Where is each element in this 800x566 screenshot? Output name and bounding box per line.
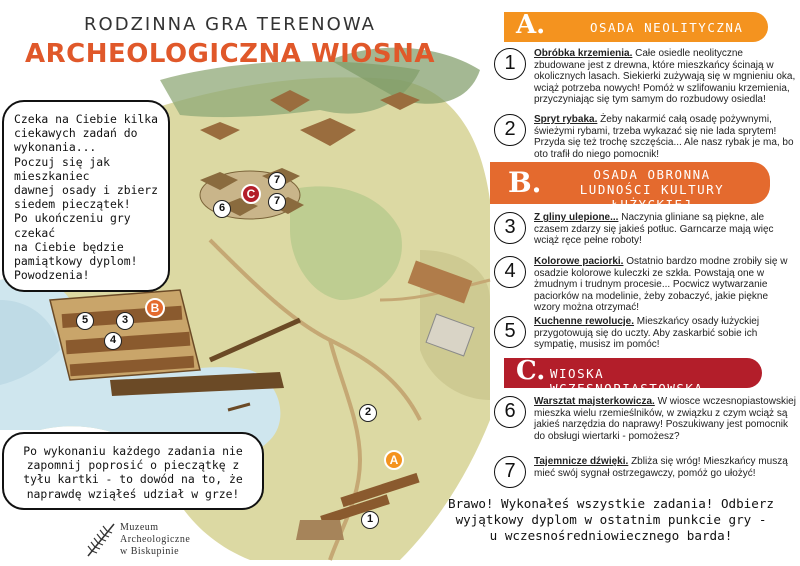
page-title: ARCHEOLOGICZNA WIOSNA xyxy=(24,39,436,69)
task-number: 5 xyxy=(494,316,526,348)
task-4 xyxy=(494,256,794,312)
logo-line-1: Muzeum xyxy=(120,522,159,533)
logo-line-2: Archeologiczne xyxy=(120,534,191,545)
task-title: Warsztat majsterkowicza. xyxy=(534,396,655,407)
task-text xyxy=(534,212,796,247)
section-c-header xyxy=(504,356,762,396)
intro-line: Czeka na Ciebie kilka xyxy=(14,112,159,126)
section-a-letter: A. xyxy=(516,10,546,40)
museum-logo xyxy=(84,518,224,562)
task-title: Kuchenne rewolucje. xyxy=(534,316,635,327)
task-body: W wiosce wczesnopiastowskiej mieszka wielu rzemieślników, w związku z czym wciąż są jakieś narzędzia do naprawy! Poszukiwany jest pomocnik do obsługi wiertarki - pomożesz? xyxy=(534,396,796,442)
task-number: 4 xyxy=(494,256,526,288)
intro-line: dawnej osady i zbierz xyxy=(14,183,159,198)
intro-line: wykonania... xyxy=(14,140,97,155)
intro-line: siedem pieczątek! xyxy=(14,197,131,212)
intro-line: ciekawych zadań do xyxy=(14,126,138,141)
task-panel xyxy=(488,0,800,566)
task-body: Naczynia gliniane są piękne, ale czasem zdarzy się jakieś potłuc. Garncarze mają więc wciąż ręce pełne roboty! xyxy=(534,212,774,247)
intro-closing: Powodzenia! xyxy=(14,268,90,283)
section-b-label-line-1: OSADA OBRONNA xyxy=(593,167,711,182)
stamp-reminder-bubble: Po wykonaniu każdego zadania nie zapomnij poprosić o pieczątkę z tyłu kartki - to dowód na to, że naprawdę wziąłeś udział w grze! xyxy=(2,432,264,510)
marker-1: 1 xyxy=(361,511,379,529)
task-body: Mieszkańcy osady łużyckiej przygotowują się do uczty. Aby zaskarbić sobie ich sympatię, musisz im pomóc! xyxy=(534,316,760,351)
marker-a: A xyxy=(384,450,404,470)
section-b-letter: B. xyxy=(508,166,542,199)
task-title: Spryt rybaka. xyxy=(534,114,598,125)
task-3 xyxy=(494,212,794,252)
task-text xyxy=(534,396,796,442)
task-title: Z gliny ulepione... xyxy=(534,212,619,223)
section-c-letter: C. xyxy=(516,356,546,386)
task-number: 3 xyxy=(494,212,526,244)
task-number: 1 xyxy=(494,48,526,80)
finale-line-3: u wczesnośredniowiecznego barda! xyxy=(489,528,733,543)
finale-line-1: Brawo! Wykonałeś wszystkie zadania! Odbierz xyxy=(447,496,775,511)
task-text xyxy=(534,256,796,314)
task-2 xyxy=(494,114,794,160)
task-text xyxy=(534,456,796,479)
task-title: Tajemnicze dźwięki. xyxy=(534,456,629,467)
task-number: 2 xyxy=(494,114,526,146)
intro-line: Poczuj się jak mieszkaniec xyxy=(14,154,111,183)
marker-3: 3 xyxy=(116,312,134,330)
task-body: Ostatnio bardzo modne zrobiły się w osadzie kolorowe kuleczki ze szkła. Powstają one w żmudnym i trudnym procesie... Pocwicz wytwarzanie paciorków na modelinie, żeby zobaczyć, jakie piękne wzory można otrzymać! xyxy=(534,256,788,314)
task-text xyxy=(534,316,796,351)
marker-c: C xyxy=(241,184,261,204)
task-body: Zbliża się wróg! Mieszkańcy muszą mieć swój sygnał ostrzegawczy, pomóż go ułożyć! xyxy=(534,456,788,479)
logo-line-3: w Biskupinie xyxy=(120,546,180,557)
task-title: Obróbka krzemienia. xyxy=(534,48,633,59)
intro-line: Po ukończeniu gry czekać xyxy=(14,211,131,240)
marker-6: 6 xyxy=(213,200,231,218)
marker-4: 4 xyxy=(104,332,122,350)
task-text xyxy=(534,48,796,106)
marker-5: 5 xyxy=(76,312,94,330)
section-c-label: WIOSKA WCZESNOPIASTOWSKA xyxy=(550,366,704,396)
section-a-label: OSADA NEOLITYCZNA xyxy=(590,20,744,35)
branch-icon xyxy=(84,520,118,558)
task-5 xyxy=(494,316,794,354)
task-title: Kolorowe paciorki. xyxy=(534,256,624,267)
marker-7: 7 xyxy=(268,172,286,190)
task-6 xyxy=(494,396,794,450)
task-number: 6 xyxy=(494,396,526,428)
header xyxy=(20,14,440,69)
task-body: Żeby nakarmić całą osadę pożywnymi, świeżymi rybami, trzeba wykazać się nie lada sprytem! Przyda się też trochę szczęścia... Ale nasz rybak je ma, bo oto trafił do niego pomocnik! xyxy=(534,114,794,160)
intro-bubble xyxy=(2,100,170,292)
marker-2: 2 xyxy=(359,404,377,422)
task-7 xyxy=(494,456,794,492)
intro-line: pamiątkowy dyplom! xyxy=(14,254,138,269)
finale-line-2: wyjątkowy dyplom w ostatnim punkcie gry - xyxy=(455,512,767,527)
finale-message xyxy=(422,496,800,544)
intro-line: na Ciebie będzie xyxy=(14,239,124,254)
task-body: Całe osiedle neolityczne zbudowane jest z drewna, które mieszkańcy ścinają w okolicznych lasach. Siekierki zużywają się w mgnieniu oka, wciąż potrzeba nowych! Pomóż w szlifowaniu krzemienia, przyczyniając się tym samym do rozbudowy osiedla! xyxy=(534,48,796,106)
section-a-header xyxy=(504,12,768,42)
section-b-label-line-2: LUDNOŚCI KULTURY ŁUŻYCKIEJ xyxy=(579,182,725,212)
subtitle: RODZINNA GRA TERENOWA xyxy=(84,14,376,35)
section-b-header xyxy=(490,162,770,212)
task-number: 7 xyxy=(494,456,526,488)
task-1 xyxy=(494,48,794,108)
marker-7-alt: 7 xyxy=(268,193,286,211)
section-b-label xyxy=(540,167,764,212)
task-text xyxy=(534,114,796,160)
marker-b: B xyxy=(145,298,165,318)
